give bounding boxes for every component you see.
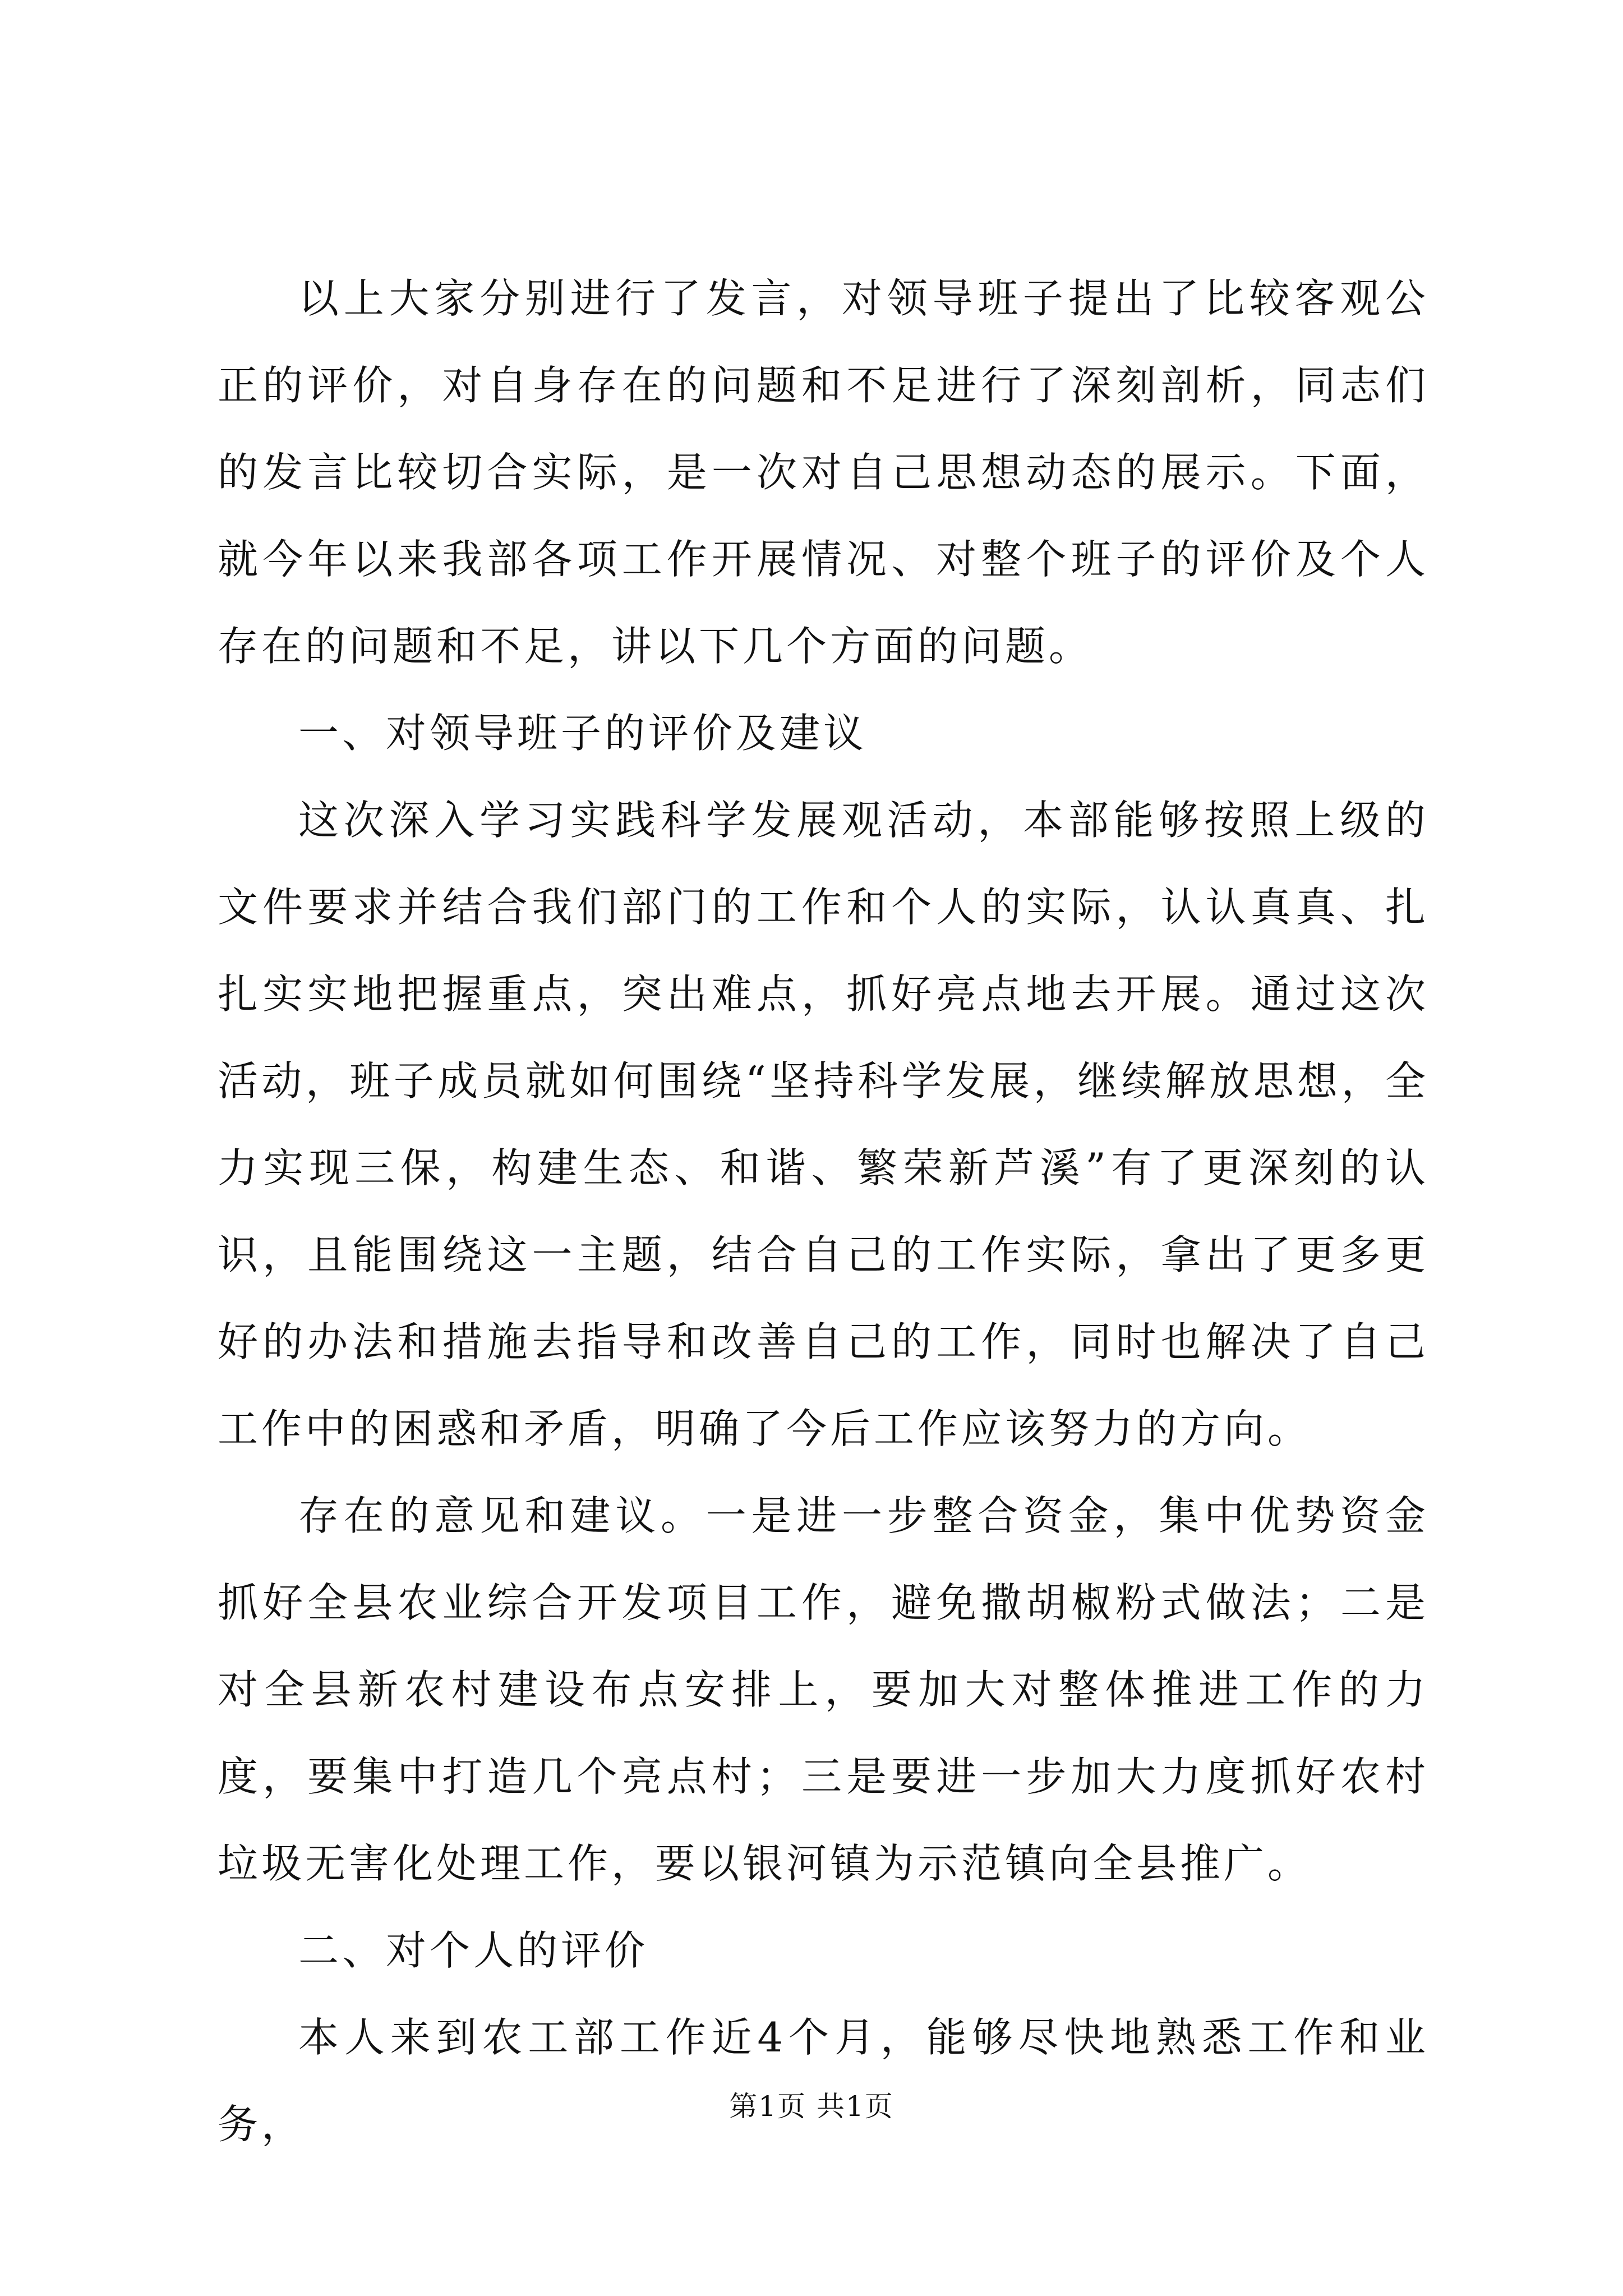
paragraph-suggestions: 存在的意见和建议。一是进一步整合资金，集中优势资金抓好全县农业综合开发项目工作，避免撒胡椒粉式做法；二是对全县新农村建设布点安排上，要加大对整体推进工作的力度，要集中打造几个亮点村；三是要进一步加大力度抓好农村垃圾无害化处理工作，要以银河镇为示范镇向全县推广。	[218, 1492, 1429, 1887]
document-body	[218, 255, 1429, 2168]
paragraph-activity: 这次深入学习实践科学发展观活动，本部能够按照上级的文件要求并结合我们部门的工作和个人的实际，认认真真、扎扎实实地把握重点，突出难点，抓好亮点地去开展。通过这次活动，班子成员就如何围绕“坚持科学发展，继续解放思想，全力实现三保，构建生态、和谐、繁荣新芦溪”有了更深刻的认识，且能围绕这一主题，结合自己的工作实际，拿出了更多更好的办法和措施去指导和改善自己的工作，同时也解决了自己工作中的困惑和矛盾，明确了今后工作应该努力的方向。	[218, 797, 1429, 1452]
section-heading-personal: 二、对个人的评价	[298, 1927, 649, 1974]
paragraph-intro: 以上大家分别进行了发言，对领导班子提出了比较客观公正的评价，对自身存在的问题和不足进行了深刻剖析，同志们的发言比较切合实际，是一次对自己思想动态的展示。下面，就今年以来我部各项工作开展情况、对整个班子的评价及个人存在的问题和不足，讲以下几个方面的问题。	[218, 275, 1429, 670]
paragraph-personal: 本人来到农工部工作近4个月，能够尽快地熟悉工作和业务，	[218, 2014, 1429, 2148]
page-footer: 第1页 共1页	[729, 2090, 894, 2123]
section-heading-leadership: 一、对领导班子的评价及建议	[298, 710, 868, 757]
